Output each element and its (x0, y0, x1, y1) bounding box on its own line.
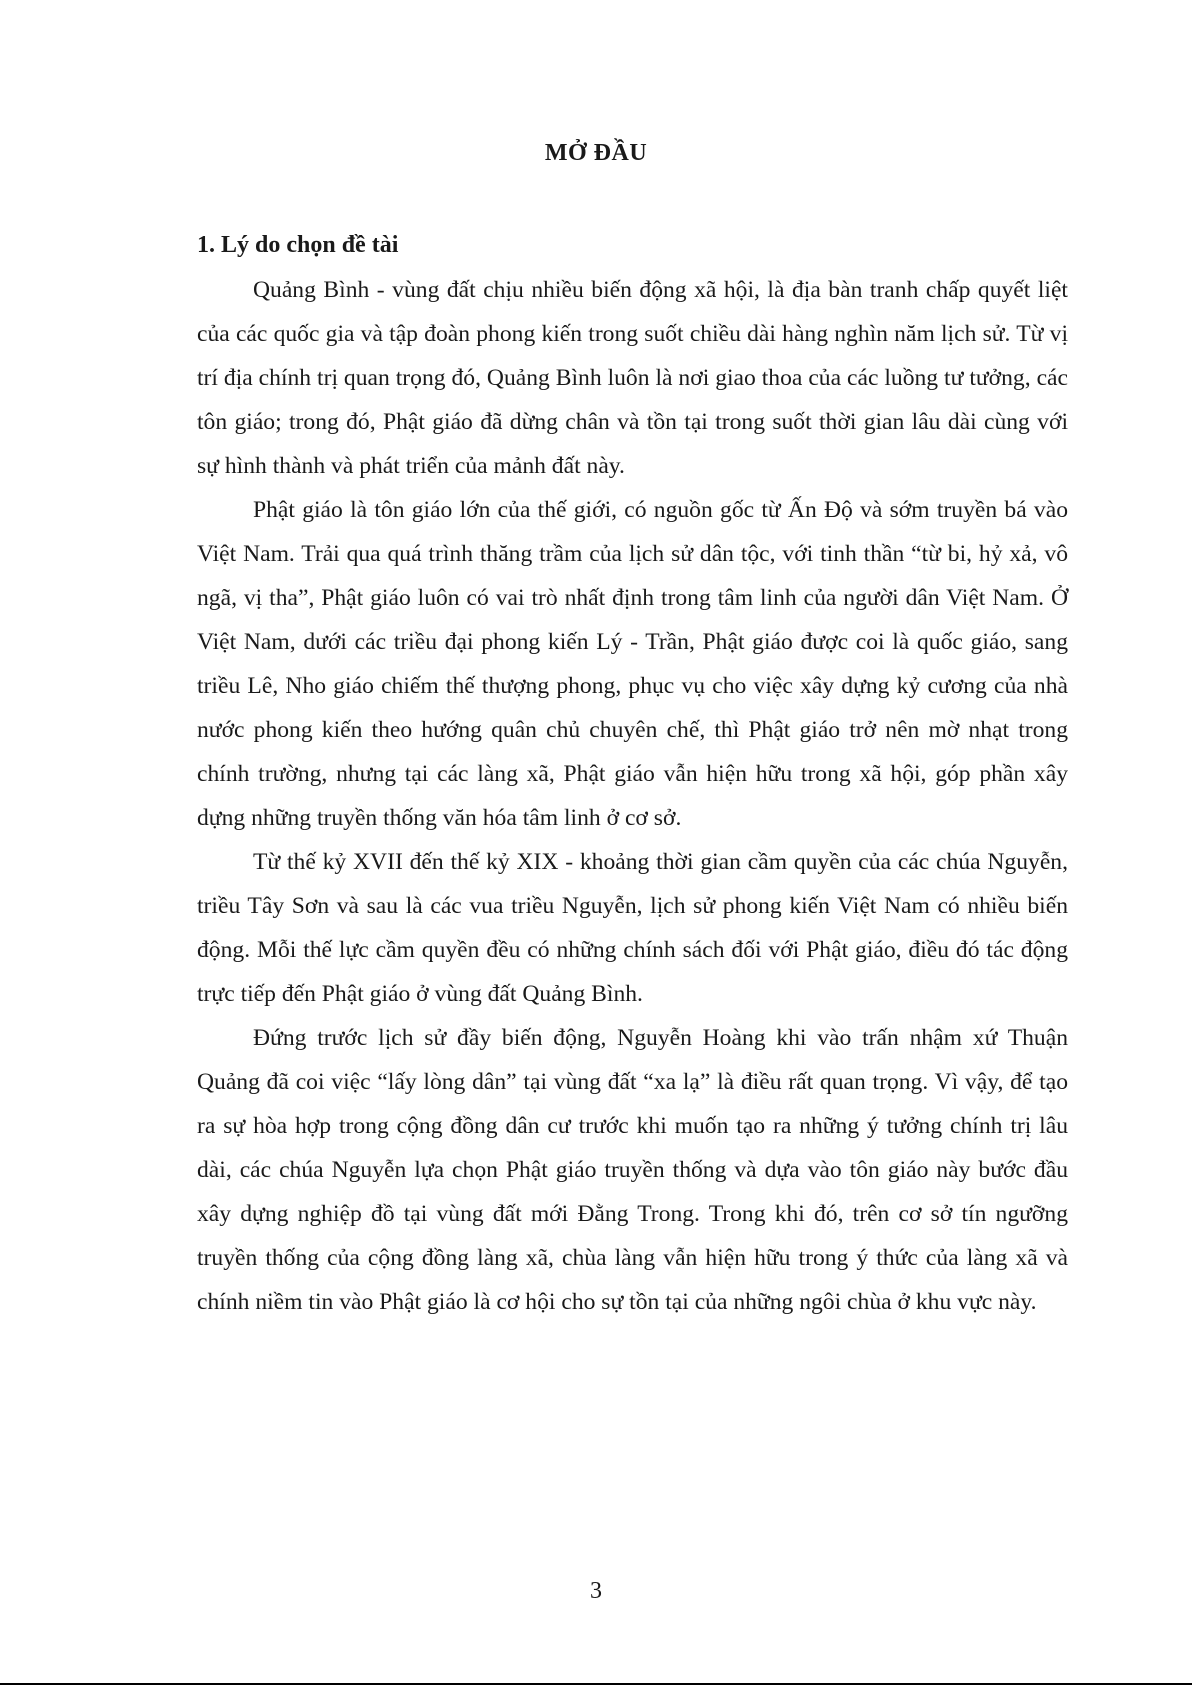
paragraph-4: Đứng trước lịch sử đầy biến động, Nguyễn Hoàng khi vào trấn nhậm xứ Thuận Quảng đã coi việc “lấy lòng dân” tại vùng đất “xa lạ” là điều rất quan trọng. Vì vậy, để tạo ra sự hòa hợp trong cộng đồng dân cư trước khi muốn tạo ra những ý tưởng chính trị lâu dài, các chúa Nguyễn lựa chọn Phật giáo truyền thống và dựa vào tôn giáo này bước đầu xây dựng nghiệp đồ tại vùng đất mới Đằng Trong. Trong khi đó, trên cơ sở tín ngưỡng truyền thống của cộng đồng làng xã, chùa làng vẫn hiện hữu trong ý thức của làng xã và chính niềm tin vào Phật giáo là cơ hội cho sự tồn tại của những ngôi chùa ở khu vực này. (197, 1025, 1068, 1315)
paragraph-1: Quảng Bình - vùng đất chịu nhiều biến động xã hội, là địa bàn tranh chấp quyết liệt của các quốc gia và tập đoàn phong kiến trong suốt chiều dài hàng nghìn năm lịch sử. Từ vị trí địa chính trị quan trọng đó, Quảng Bình luôn là nơi giao thoa của các luồng tư tưởng, các tôn giáo; trong đó, Phật giáo đã dừng chân và tồn tại trong suốt thời gian lâu dài cùng với sự hình thành và phát triển của mảnh đất này. (197, 277, 1068, 479)
paragraph-2: Phật giáo là tôn giáo lớn của thế giới, có nguồn gốc từ Ấn Độ và sớm truyền bá vào Việt Nam. Trải qua quá trình thăng trầm của lịch sử dân tộc, với tinh thần “từ bi, hỷ xả, vô ngã, vị tha”, Phật giáo luôn có vai trò nhất định trong tâm linh của người dân Việt Nam. Ở Việt Nam, dưới các triều đại phong kiến Lý - Trần, Phật giáo được coi là quốc giáo, sang triều Lê, Nho giáo chiếm thế thượng phong, phục vụ cho việc xây dựng kỷ cương của nhà nước phong kiến theo hướng quân chủ chuyên chế, thì Phật giáo trở nên mờ nhạt trong chính trường, nhưng tại các làng xã, Phật giáo vẫn hiện hữu trong xã hội, góp phần xây dựng những truyền thống văn hóa tâm linh ở cơ sở. (197, 497, 1068, 831)
page-heading: MỞ ĐẦU (544, 140, 648, 166)
section-title: 1. Lý do chọn đề tài (197, 232, 399, 258)
page-number: 3 (590, 1578, 602, 1604)
body-text (197, 268, 1068, 1324)
paragraph-3: Từ thế kỷ XVII đến thế kỷ XIX - khoảng thời gian cầm quyền của các chúa Nguyễn, triều Tây Sơn và sau là các vua triều Nguyễn, lịch sử phong kiến Việt Nam có nhiều biến động. Mỗi thế lực cầm quyền đều có những chính sách đối với Phật giáo, điều đó tác động trực tiếp đến Phật giáo ở vùng đất Quảng Bình. (197, 849, 1068, 1007)
